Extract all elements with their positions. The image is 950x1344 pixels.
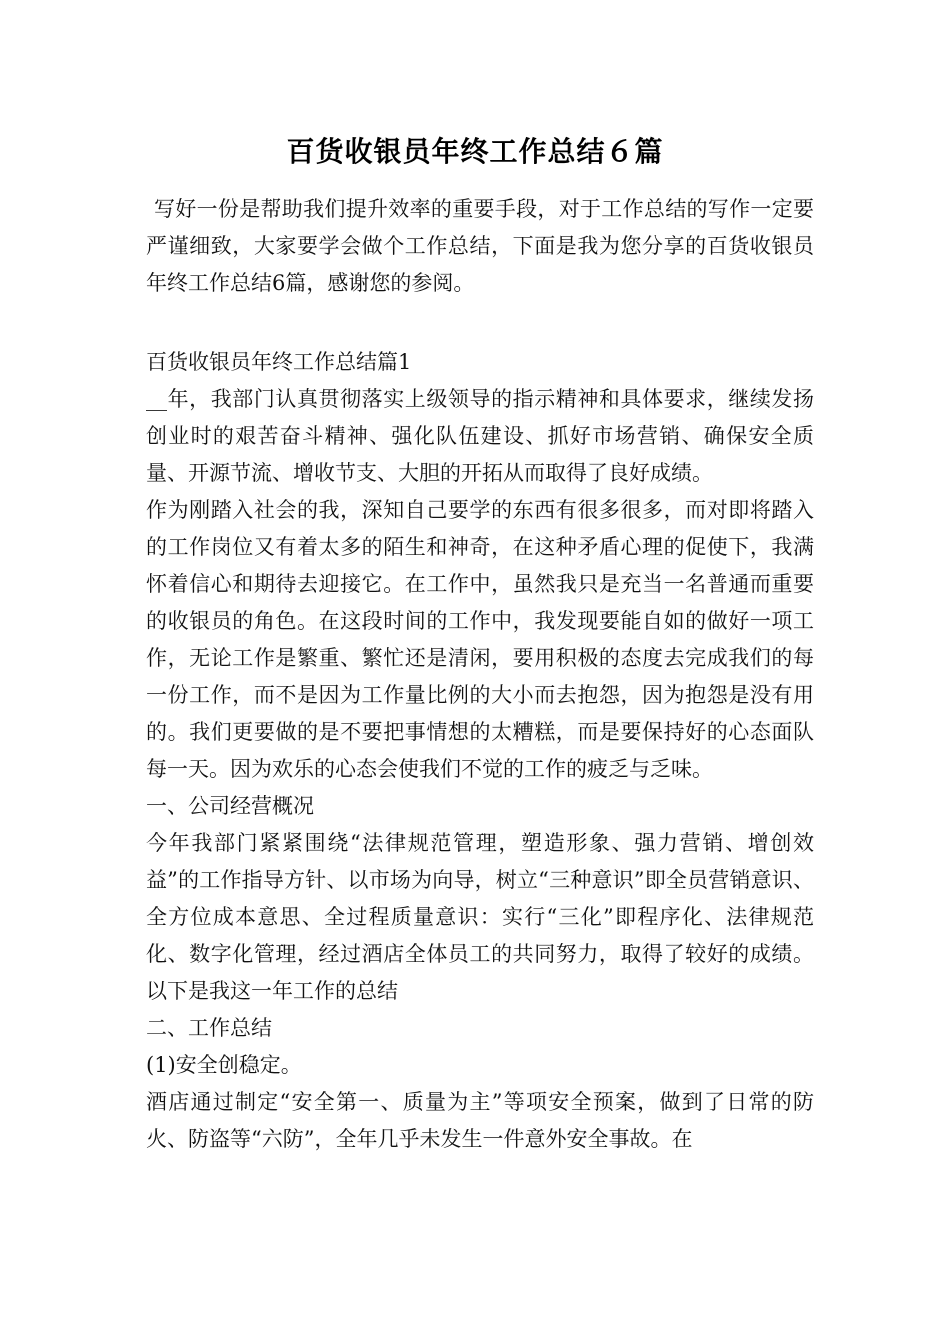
body-paragraph-1: __年，我部门认真贯彻落实上级领导的指示精神和具体要求，继续发扬创业时的艰苦奋斗精神、强化队伍建设、抓好市场营销、确保安全质量、开源节流、增收节支、大胆的开拓从而取得了良好成绩。 (146, 387, 814, 485)
body-paragraph-3: 今年我部门紧紧围绕“法律规范管理，塑造形象、强力营销、增创效益”的工作指导方针、以市场为向导，树立“三种意识”即全员营销意识、全方位成本意思、全过程质量意识：实行“三化”即程序化、法律规范化、数字化管理，经过酒店全体员工的共同努力，取得了较好的成绩。以下是我这一年工作的总结 (146, 831, 814, 1003)
subheading-work-summary: 二、工作总结 (146, 1016, 272, 1040)
subheading-company-overview: 一、公司经营概况 (146, 794, 314, 818)
paragraph-spacer (146, 302, 814, 344)
document-title: 百货收银员年终工作总结６篇 (286, 135, 664, 168)
document-body (146, 191, 814, 1158)
body-paragraph-2: 作为刚踏入社会的我，深知自己要学的东西有很多很多，而对即将踏入的工作岗位又有着太多的陌生和神奇，在这种矛盾心理的促使下，我满怀着信心和期待去迎接它。在工作中，虽然我只是充当一名普通而重要的收银员的角色。在这段时间的工作中，我发现要能自如的做好一项工作，无论工作是繁重、繁忙还是清闲，要用积极的态度去完成我们的每一份工作，而不是因为工作量比例的大小而去抱怨，因为抱怨是没有用的。我们更要做的是不要把事情想的太糟糕，而是要保持好的心态面队每一天。因为欢乐的心态会使我们不觉的工作的疲乏与乏味。 (146, 498, 814, 781)
subheading-safety: (1)安全创稳定。 (146, 1053, 302, 1077)
section-heading: 百货收银员年终工作总结篇1 (146, 350, 412, 374)
body-paragraph-4: 酒店通过制定“安全第一、质量为主”等项安全预案，做到了日常的防火、防盗等“六防”，全年几乎未发生一件意外安全事故。在 (146, 1090, 814, 1151)
intro-paragraph: 写好一份是帮助我们提升效率的重要手段，对于工作总结的写作一定要严谨细致，大家要学会做个工作总结，下面是我为您分享的百货收银员年终工作总结6篇，感谢您的参阅。 (146, 197, 814, 295)
